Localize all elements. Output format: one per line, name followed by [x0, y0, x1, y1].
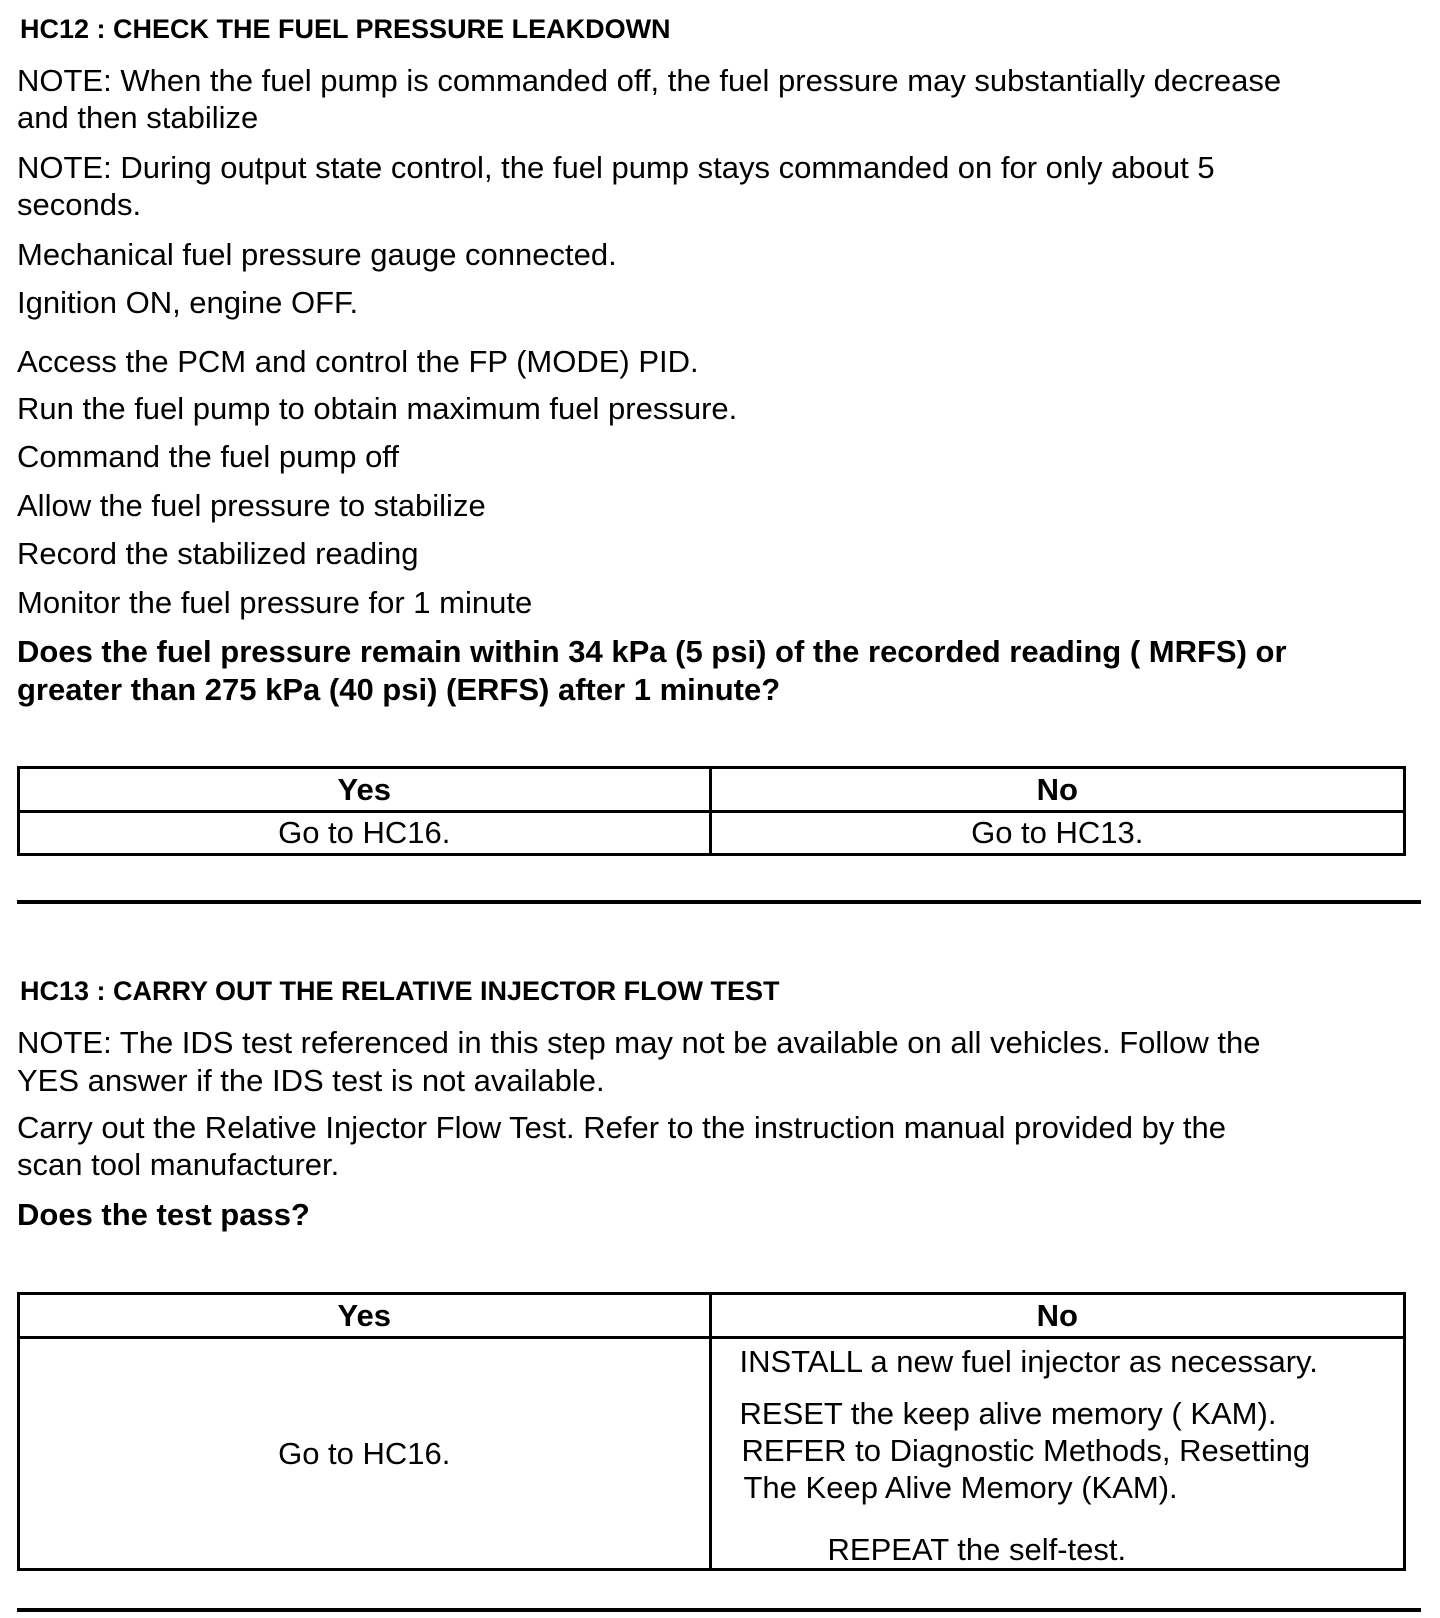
table-row	[20, 810, 1403, 853]
hc13-instruction-line-1: Carry out the Relative Injector Flow Test. Refer to the instruction manual provided by the	[17, 1110, 1227, 1145]
hc13-yes-action-text: Go to HC16.	[278, 1436, 451, 1471]
hc13-decision-table	[17, 1292, 1406, 1571]
repeat-self-test-action: REPEAT the self-test.	[827, 1532, 1127, 1567]
hc12-allow-stabilize: Allow the fuel pressure to stabilize	[17, 488, 486, 523]
section-divider	[17, 1608, 1421, 1612]
hc12-access-pcm: Access the PCM and control the FP (MODE) PID.	[17, 344, 699, 379]
install-injector-action: INSTALL a new fuel injector as necessary.	[739, 1344, 1318, 1379]
hc12-record-reading: Record the stabilized reading	[17, 536, 419, 571]
refer-diagnostic-methods-line-1: REFER to Diagnostic Methods, Resetting	[741, 1433, 1311, 1468]
yes-header: Yes	[20, 1295, 712, 1336]
hc13-instruction-line-2: scan tool manufacturer.	[17, 1147, 340, 1182]
hc13-step-title: HC13 : CARRY OUT THE RELATIVE INJECTOR FLOW TEST	[20, 976, 780, 1006]
hc13-note-ids-line-2: YES answer if the IDS test is not available.	[17, 1063, 605, 1098]
refer-diagnostic-methods-line-2: The Keep Alive Memory (KAM).	[743, 1470, 1178, 1505]
hc12-yes-action: Go to HC16.	[20, 813, 712, 853]
hc13-no-actions	[712, 1339, 1404, 1568]
table-header-row	[20, 1295, 1403, 1336]
table-header-row	[20, 769, 1403, 810]
no-header: No	[1036, 1298, 1078, 1333]
hc13-yes-action	[20, 1339, 712, 1568]
hc12-note-fuel-pump-line-1: NOTE: When the fuel pump is commanded off, the fuel pressure may substantially decrease	[17, 63, 1282, 98]
hc12-note-output-state-line-1: NOTE: During output state control, the fuel pump stays commanded on for only about 5	[17, 150, 1215, 185]
hc12-monitor-pressure: Monitor the fuel pressure for 1 minute	[17, 585, 533, 620]
no-header: No	[1036, 772, 1078, 807]
hc12-command-pump-off: Command the fuel pump off	[17, 439, 399, 474]
reset-kam-action: RESET the keep alive memory ( KAM).	[739, 1396, 1277, 1431]
hc12-run-fuel-pump: Run the fuel pump to obtain maximum fuel pressure.	[17, 391, 738, 426]
hc12-no-action: Go to HC13.	[971, 815, 1144, 850]
table-row	[20, 1336, 1403, 1568]
hc12-step-title: HC12 : CHECK THE FUEL PRESSURE LEAKDOWN	[20, 14, 671, 44]
hc12-note-output-state-line-2: seconds.	[17, 187, 142, 222]
yes-header: Yes	[20, 769, 712, 810]
hc12-note-fuel-pump-line-2: and then stabilize	[17, 100, 259, 135]
hc12-question-line-1: Does the fuel pressure remain within 34 kPa (5 psi) of the recorded reading ( MRFS) or	[17, 634, 1287, 669]
hc12-question-line-2: greater than 275 kPa (40 psi) (ERFS) after 1 minute?	[17, 672, 781, 707]
hc13-note-ids-line-1: NOTE: The IDS test referenced in this step may not be available on all vehicles. Follow the	[17, 1025, 1261, 1060]
hc12-gauge-connected: Mechanical fuel pressure gauge connected.	[17, 237, 617, 272]
section-divider	[17, 900, 1421, 904]
hc12-decision-table	[17, 766, 1406, 856]
hc12-ignition-state: Ignition ON, engine OFF.	[17, 285, 359, 320]
hc13-question: Does the test pass?	[17, 1197, 310, 1232]
